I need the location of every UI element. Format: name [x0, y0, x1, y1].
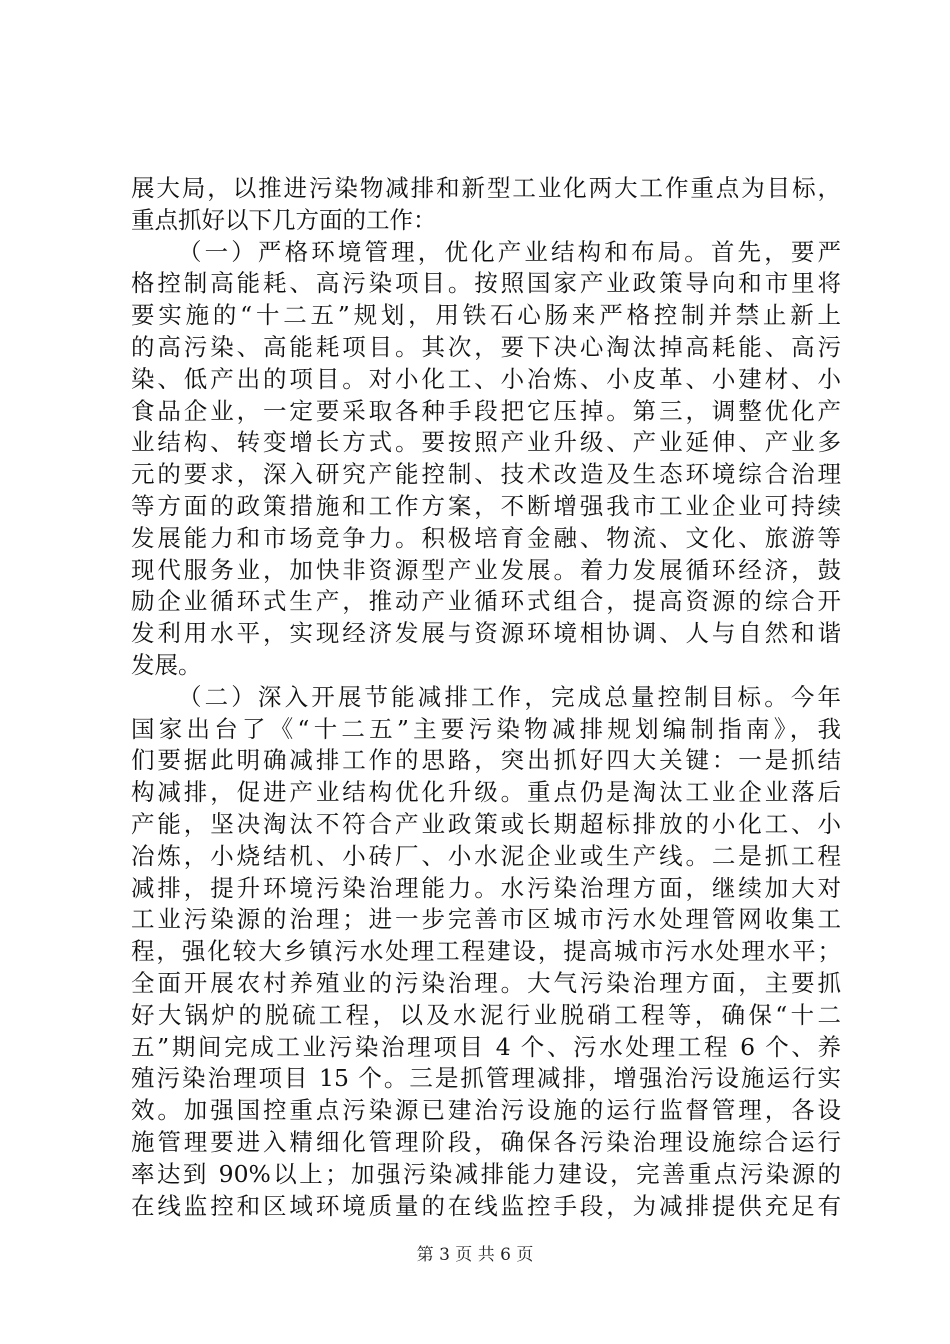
text-line: 展大局，以推进污染物减排和新型工业化两大工作重点为目标，	[131, 174, 841, 202]
text-line: 等方面的政策措施和工作方案，不断增强我市工业企业可持续	[131, 491, 841, 520]
text-line: 发展。	[131, 650, 202, 679]
text-line: 现代服务业，加快非资源型产业发展。着力发展循环经济，鼓	[131, 555, 841, 584]
text-line: 效。加强国控重点污染源已建治污设施的运行监督管理，各设	[131, 1096, 841, 1125]
text-line: 全面开展农村养殖业的污染治理。大气污染治理方面，主要抓	[131, 968, 841, 997]
text-line: 重点抓好以下几方面的工作：	[131, 205, 437, 234]
page-footer: 第 3 页 共 6 页	[416, 1245, 534, 1265]
text-line: 们要据此明确减排工作的思路，突出抓好四大关键：一是抓结	[131, 746, 841, 775]
text-line: 元的要求，深入研究产能控制、技术改造及生态环境综合治理	[131, 460, 841, 489]
text-line: 施管理要进入精细化管理阶段，确保各污染治理设施综合运行	[131, 1127, 841, 1156]
text-line: （一）严格环境管理，优化产业结构和布局。首先，要严	[178, 237, 841, 266]
text-line: 程，强化较大乡镇污水处理工程建设，提高城市污水处理水平；	[131, 937, 841, 966]
text-line: 五”期间完成工业污染治理项目 4 个、污水处理工程 6 个、养	[131, 1032, 841, 1061]
text-line: 发利用水平，实现经济发展与资源环境相协调、人与自然和谐	[131, 619, 841, 648]
text-line: 率达到 90%以上；加强污染减排能力建设，完善重点污染源的	[131, 1159, 841, 1188]
text-line: （二）深入开展节能减排工作，完成总量控制目标。今年	[178, 682, 841, 711]
text-line: 冶炼，小烧结机、小砖厂、小水泥企业或生产线。二是抓工程	[131, 841, 841, 870]
text-line: 染、低产出的项目。对小化工、小冶炼、小皮革、小建材、小	[131, 364, 841, 393]
text-line: 的高污染、高能耗项目。其次，要下决心淘汰掉高耗能、高污	[131, 332, 841, 361]
text-line: 国家出台了《“十二五”主要污染物减排规划编制指南》，我	[131, 714, 841, 743]
text-line: 食品企业，一定要采取各种手段把它压掉。第三，调整优化产	[131, 396, 841, 425]
text-line: 工业污染源的治理；进一步完善市区城市污水处理管网收集工	[131, 905, 841, 934]
text-line: 业结构、转变增长方式。要按照产业升级、产业延伸、产业多	[131, 428, 841, 457]
text-line: 殖污染治理项目 15 个。三是抓管理减排，增强治污设施运行实	[131, 1064, 841, 1093]
text-line: 发展能力和市场竞争力。积极培育金融、物流、文化、旅游等	[131, 523, 841, 552]
text-line: 要实施的“十二五”规划，用铁石心肠来严格控制并禁止新上	[131, 301, 841, 330]
text-line: 减排，提升环境污染治理能力。水污染治理方面，继续加大对	[131, 873, 841, 902]
document-body	[131, 173, 841, 1222]
text-line: 好大锅炉的脱硫工程，以及水泥行业脱硝工程等，确保“十二	[131, 1000, 841, 1029]
text-line: 在线监控和区域环境质量的在线监控手段，为减排提供充足有	[131, 1191, 841, 1220]
text-line: 产能，坚决淘汰不符合产业政策或长期超标排放的小化工、小	[131, 809, 841, 838]
text-line: 励企业循环式生产，推动产业循环式组合，提高资源的综合开	[131, 587, 841, 616]
text-line: 构减排，促进产业结构优化升级。重点仍是淘汰工业企业落后	[131, 778, 841, 807]
text-line: 格控制高能耗、高污染项目。按照国家产业政策导向和市里将	[131, 269, 841, 298]
